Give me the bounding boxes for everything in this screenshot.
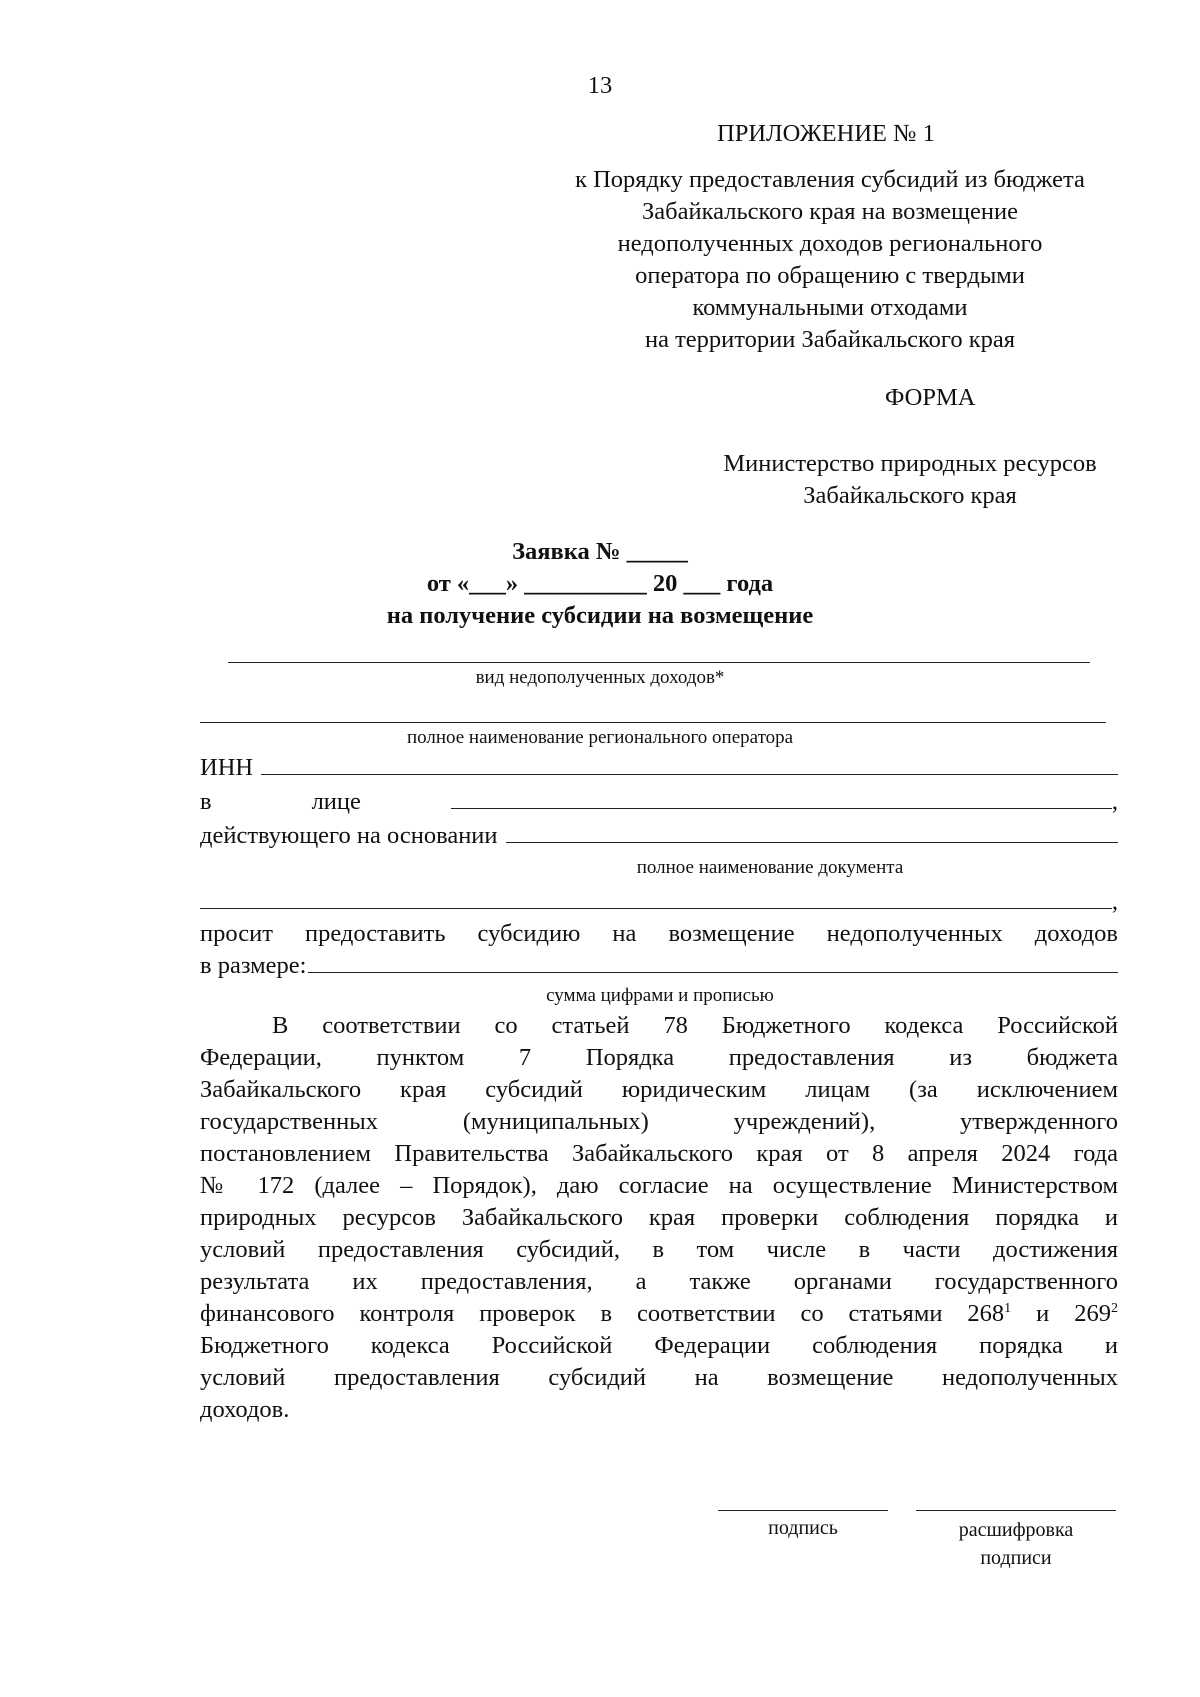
page-number: 13 (587, 72, 613, 99)
document-continuation-field (200, 888, 1112, 909)
consent-line: результата их предоставления, а также органами государственного (200, 1268, 1118, 1295)
income-type-caption: вид недополученных доходов* (475, 667, 725, 688)
signature-decode-caption-line: расшифровка (958, 1519, 1074, 1541)
consent-line: доходов. (200, 1396, 290, 1423)
inn-field (261, 754, 1118, 775)
signature-decode-caption-line: подписи (980, 1547, 1052, 1569)
consent-articles-text-a: финансового контроля проверок в соответствии со статьями 268 (200, 1300, 1005, 1327)
consent-line: Федерации, пунктом 7 Порядка предоставления из бюджета (200, 1044, 1118, 1071)
operator-name-line (200, 722, 1106, 723)
consent-line: государственных (муниципальных) учреждений), утвержденного (200, 1108, 1118, 1135)
appendix-line: на территории Забайкальского края (644, 326, 1016, 353)
consent-line: природных ресурсов Забайкальского края проверки соблюдения порядка и (200, 1204, 1118, 1231)
request-paragraph (200, 918, 1118, 982)
person-label: лице (311, 788, 361, 815)
consent-line: условий предоставления субсидий на возмещение недополученных (200, 1364, 1118, 1391)
application-title: Заявка № _____ (512, 538, 688, 565)
basis-label: действующего на основании (200, 822, 498, 849)
amount-row (200, 950, 1118, 982)
consent-line: условий предоставления субсидий, в том числе в части достижения (200, 1236, 1118, 1263)
consent-line: В соответствии со статьей 78 Бюджетного кодекса Российской (272, 1012, 1118, 1039)
appendix-line: оператора по обращению с твердыми (635, 262, 1025, 289)
appendix-line: недополученных доходов регионального (617, 230, 1043, 257)
request-line: просит предоставить субсидию на возмещение недополученных доходов (200, 920, 1118, 947)
appendix-line: Забайкальского края на возмещение (642, 198, 1018, 225)
appendix-title: ПРИЛОЖЕНИЕ № 1 (717, 120, 935, 147)
consent-line: Бюджетного кодекса Российской Федерации соблюдения порядка и (200, 1332, 1118, 1359)
basis-field (506, 822, 1118, 843)
appendix-line: к Порядку предоставления субсидий из бюджета (575, 166, 1085, 193)
document-comma: , (1111, 888, 1118, 915)
person-row (200, 786, 1118, 818)
basis-row (200, 820, 1118, 852)
person-comma: , (1111, 788, 1118, 815)
addressee-line: Министерство природных ресурсов (723, 450, 1097, 477)
signature-caption: подпись (768, 1517, 838, 1539)
consent-articles-text-b: и 269 (1011, 1300, 1111, 1327)
signature-line (718, 1510, 888, 1511)
operator-name-caption: полное наименование регионального оператора (406, 727, 794, 748)
consent-line: постановлением Правительства Забайкальского края от 8 апреля 2024 года (200, 1140, 1118, 1167)
application-subtitle: на получение субсидии на возмещение (386, 602, 814, 629)
appendix-line: коммунальными отходами (692, 294, 968, 321)
amount-label: в размере: (200, 952, 307, 979)
amount-caption: сумма цифрами и прописью (546, 985, 774, 1006)
consent-line-articles (200, 1298, 1118, 1330)
income-type-line (228, 662, 1090, 663)
inn-label: ИНН (200, 754, 254, 781)
document-name-caption: полное наименование документа (636, 857, 904, 878)
application-date-line: от «___» __________ 20 ___ года (426, 570, 774, 597)
signature-decode-caption (916, 1516, 1116, 1572)
person-field (451, 788, 1112, 809)
signature-decode-line (916, 1510, 1116, 1511)
inn-row (200, 752, 1118, 784)
application-header (300, 536, 900, 632)
article-superscript-2: 2 (1111, 1301, 1118, 1316)
addressee (690, 448, 1130, 512)
consent-paragraph (200, 1010, 1118, 1426)
addressee-line: Забайкальского края (803, 482, 1017, 509)
document-continuation-row (200, 886, 1118, 918)
in-label: в (200, 788, 212, 815)
consent-line: Забайкальского края субсидий юридическим лицам (за исключением (200, 1076, 1118, 1103)
amount-field (308, 952, 1118, 973)
form-label: ФОРМА (885, 384, 976, 411)
article-superscript-1: 1 (1004, 1301, 1012, 1316)
consent-line: № 172 (далее – Порядок), даю согласие на осуществление Министерством (200, 1172, 1118, 1199)
appendix-description (530, 164, 1130, 356)
